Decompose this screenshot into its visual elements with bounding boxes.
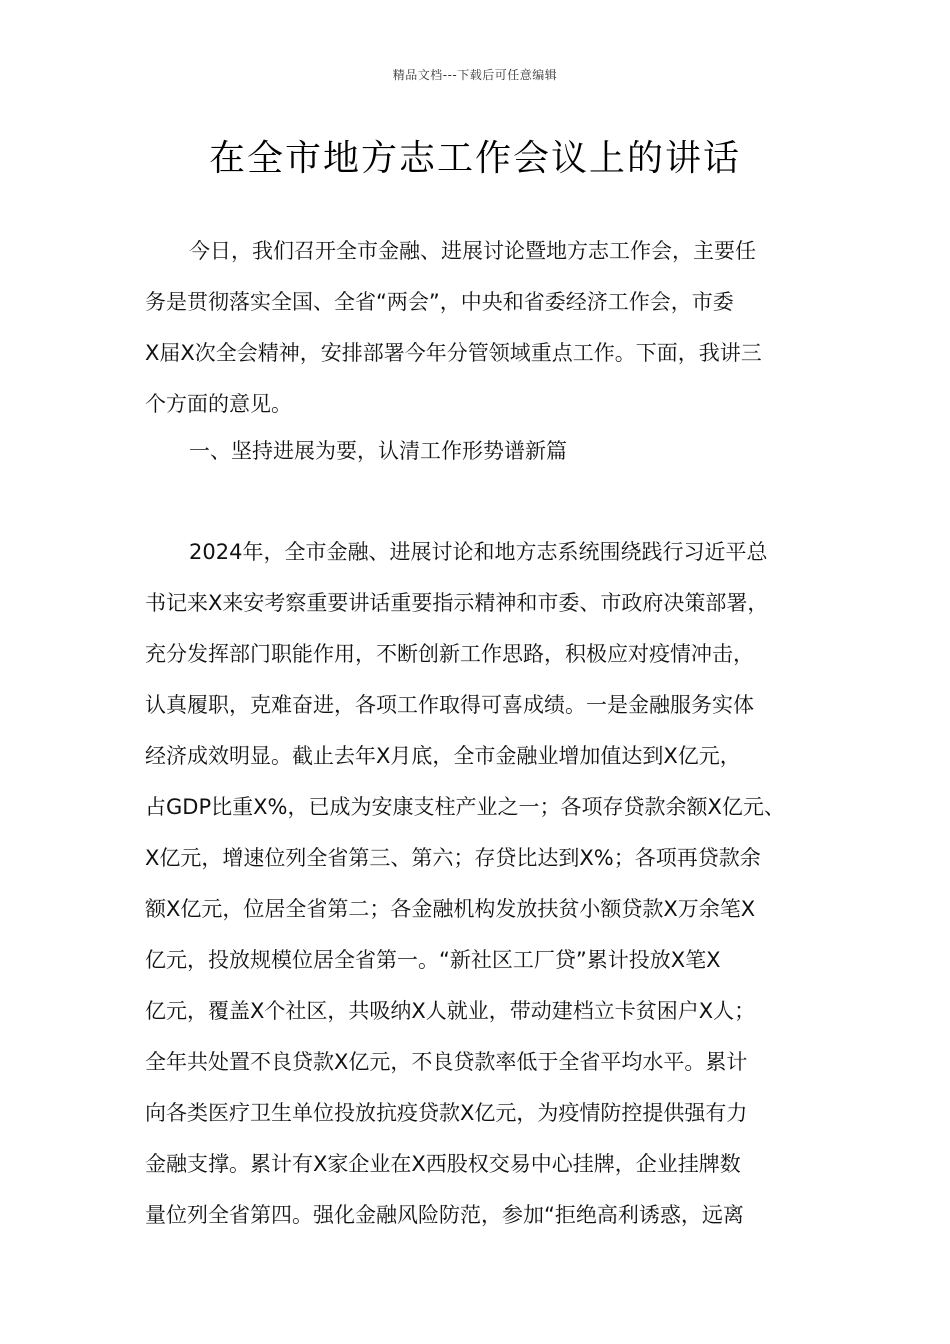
paragraph-line: 占GDP比重X%，已成为安康支柱产业之一；各项存贷款余额X亿元、	[145, 795, 785, 819]
header-note: 精品文档---下载后可任意编辑	[392, 68, 558, 82]
paragraph-line: 亿元，覆盖X个社区，共吸纳X人就业，带动建档立卡贫困户X人；	[145, 999, 756, 1023]
section-heading-1	[145, 426, 815, 477]
paragraph-line: 认真履职，克难奋进，各项工作取得可喜成绩。一是金融服务实体	[145, 693, 754, 717]
paragraph-line: 2024年，全市金融、进展讨论和地方志系统围绕践行习近平总	[189, 540, 768, 564]
paragraph-line: 亿元，投放规模位居全省第一。“新社区工厂贷”累计投放X笔X	[145, 948, 721, 972]
paragraph-line: 务是贯彻落实全国、全省“两会”，中央和省委经济工作会，市委	[145, 290, 734, 314]
paragraph-line: 个方面的意见。	[145, 392, 292, 416]
paragraph-line: 书记来X来安考察重要讲话重要指示精神和市委、市政府决策部署，	[145, 591, 769, 615]
paragraph-line: 今日，我们召开全市金融、进展讨论暨地方志工作会，主要任	[189, 239, 756, 263]
document-title: 在全市地方志工作会议上的讲话	[208, 138, 741, 179]
section-heading-text: 一、坚持进展为要，认清工作形势谱新篇	[189, 439, 567, 463]
paragraph-line: 充分发挥部门职能作用，不断创新工作思路，积极应对疫情冲击，	[145, 642, 754, 666]
paragraph-line: 额X亿元，位居全省第二；各金融机构发放扶贫小额贷款X万余笔X	[145, 897, 756, 921]
paragraph-line: X亿元，增速位列全省第三、第六；存贷比达到X%；各项再贷款余	[145, 846, 761, 870]
paragraph-line: 经济成效明显。截止去年X月底，全市金融业增加值达到X亿元，	[145, 744, 741, 768]
paragraph-line: 量位列全省第四。强化金融风险防范，参加“拒绝高利诱惑，远离	[145, 1203, 744, 1227]
paragraph-line: 金融支撑。累计有X家企业在X西股权交易中心挂牌，企业挂牌数	[145, 1152, 741, 1176]
paragraph-2	[145, 527, 815, 1241]
paragraph-line: 向各类医疗卫生单位投放抗疫贷款X亿元，为疫情防控提供强有力	[145, 1101, 748, 1125]
paragraph-line: X届X次全会精神，安排部署今年分管领域重点工作。下面，我讲三	[145, 341, 762, 365]
paragraph-line: 全年共处置不良贷款X亿元，不良贷款率低于全省平均水平。累计	[145, 1050, 748, 1074]
paragraph-1	[145, 226, 815, 430]
